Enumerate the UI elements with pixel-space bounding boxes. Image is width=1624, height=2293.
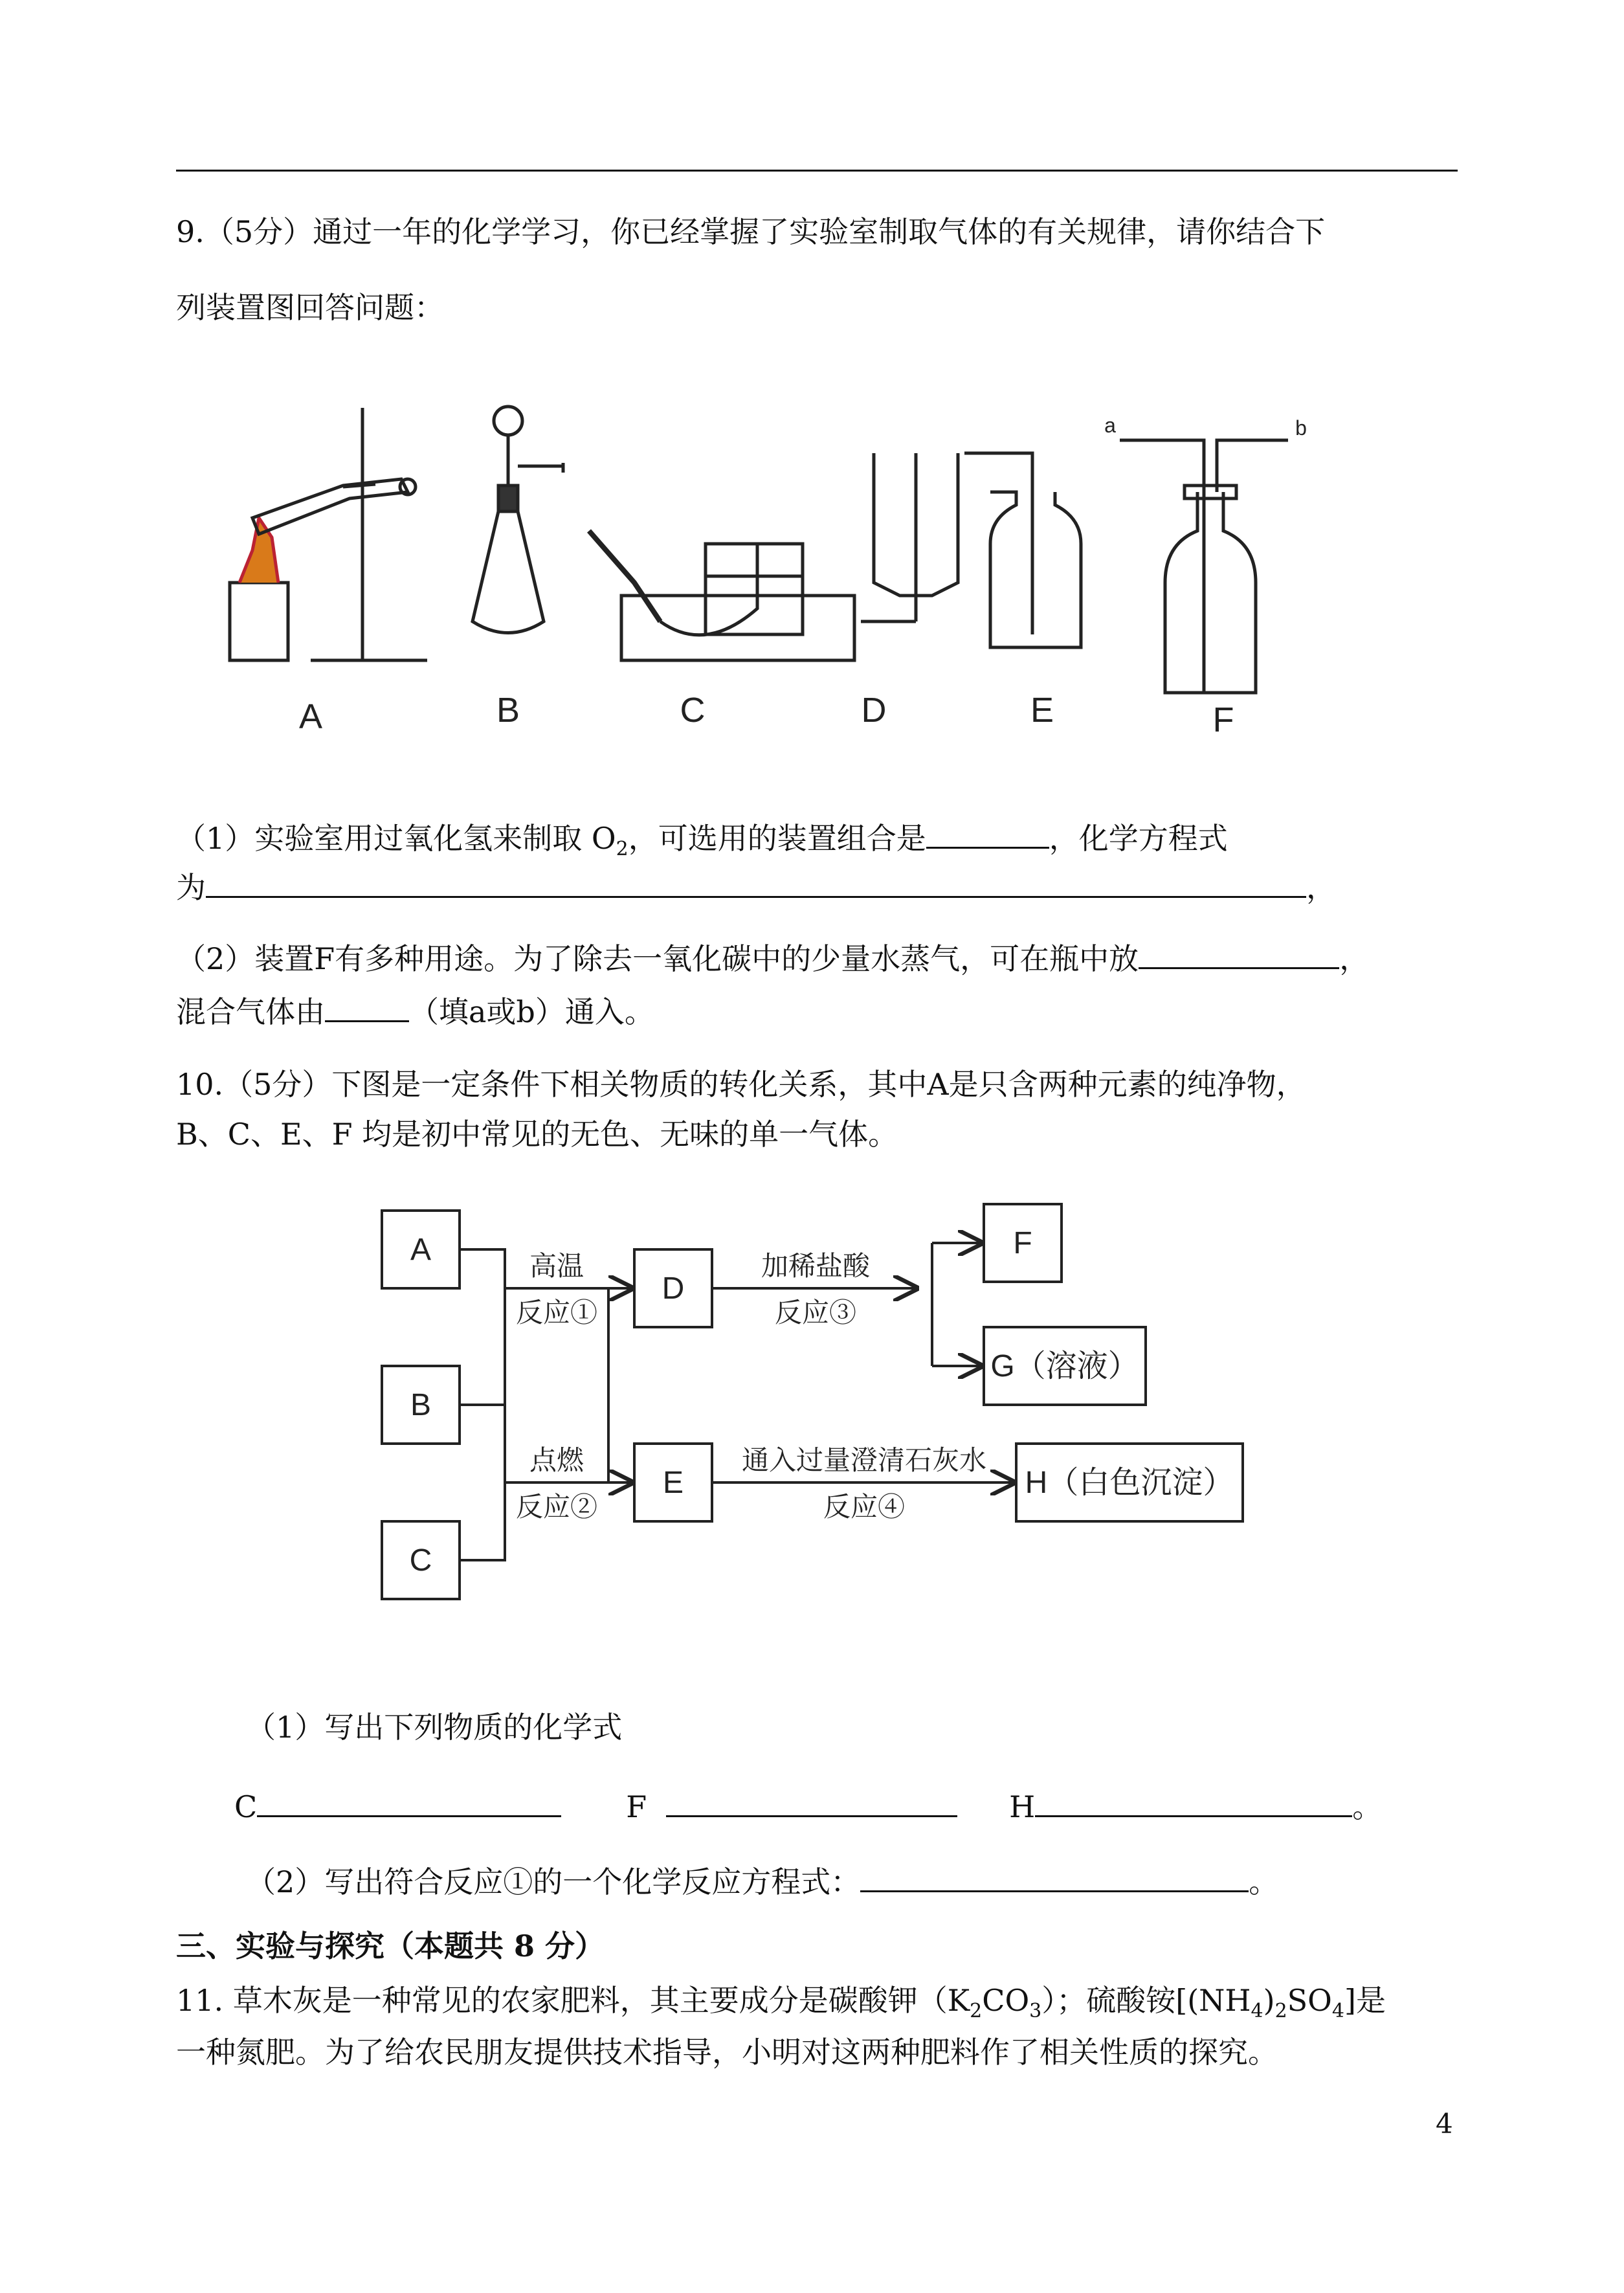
q9-part1-line1 [176,817,1228,869]
q9-part1-text-c: ，化学方程式 [1049,821,1228,856]
flow-cond2-top: 点燃 [529,1445,584,1475]
q9-part2-line2-text: 混合气体由 [176,994,325,1029]
q9-apparatus-combo-blank[interactable] [926,817,1049,849]
apparatus-label-b: B [496,691,520,730]
q11-line2: 一种氮肥。为了给农民朋友提供技术指导，小明对这两种肥料作了相关性质的探究。 [176,2035,1278,2070]
q9-part1-line2-text: 为 [176,870,206,905]
q10-sub1: （1）写出下列物质的化学式 [246,1710,623,1745]
q11-text-d: ) [1263,1983,1275,2018]
q9-part2-line1 [176,937,1369,978]
q10-sub2-end: 。 [1249,1864,1279,1899]
q10-sub2 [246,1861,1278,1901]
q11-sub-paren: 2 [1274,2000,1287,2023]
q10-formula-c-blank[interactable] [257,1785,561,1817]
apparatus-label-f: F [1212,700,1234,739]
q11-line1 [176,1981,1386,2031]
q9-part1-text: （1）实验室用过氧化氢来制取 O [176,821,616,856]
q10-formula-row [234,1785,1382,1826]
q9-intro-line2: 列装置图回答问题： [176,290,444,325]
header-rule [176,170,1458,172]
q11-sub-co: 3 [1029,2000,1042,2023]
q11-text-a: 11. 草木灰是一种常见的农家肥料，其主要成分是碳酸钾（K [176,1983,970,2018]
apparatus-label-c: C [680,691,706,730]
q10-sub2-text: （2）写出符合反应①的一个化学反应方程式： [246,1864,861,1899]
q10-formula-h-blank[interactable] [1035,1785,1352,1817]
q9-equation-blank[interactable] [206,866,1306,898]
q9-inlet-blank[interactable] [325,990,409,1022]
flow-label-c: C [409,1543,432,1578]
page-number: 4 [1436,2108,1453,2140]
apparatus-b [473,407,563,633]
flow-label-f: F [1013,1226,1032,1260]
q9-part2-line2 [176,990,654,1031]
q11-text-e: SO [1287,1983,1332,2018]
q11-text-c: ）；硫酸铵[(NH [1041,1983,1251,2018]
flow-cond1-top: 高温 [529,1251,584,1281]
flow-label-b: B [410,1388,432,1422]
q11-sub-nh: 4 [1251,2000,1263,2023]
apparatus-label-e: E [1030,691,1054,730]
q9-part2-text: （2）装置F有多种用途。为了除去一氧化碳中的少量水蒸气，可在瓶中放 [176,941,1139,976]
q10-formula-f-blank[interactable] [666,1785,957,1817]
flow-label-g: G（溶液） [990,1349,1139,1383]
q10-intro-line1: 10.（5分）下图是一定条件下相关物质的转化关系，其中A是只含两种元素的纯净物， [176,1067,1306,1102]
q9-part1-text-b: ，可选用的装置组合是 [628,821,926,856]
flow-label-d: D [662,1271,685,1306]
apparatus-d [861,453,958,621]
q9-part1-line2 [176,866,1336,907]
q10-intro-line2: B、C、E、F 均是初中常见的无色、无味的单一气体。 [176,1117,898,1152]
section-heading: 三、实验与探究（本题共 8 分） [176,1929,605,1963]
q10-label-f: F [626,1789,647,1824]
q9-bottle-content-blank[interactable] [1139,937,1339,969]
q9-part1-sub: 2 [616,838,628,861]
q11-sub-k: 2 [970,2000,983,2023]
q11-sub-so: 4 [1331,2000,1344,2023]
flow-cond3-top: 加稀盐酸 [761,1251,871,1281]
flow-cond3-bottom: 反应③ [774,1297,857,1328]
apparatus-a [230,408,427,660]
apparatus-c [589,531,854,660]
q11-text-b: CO [982,1983,1030,2018]
apparatus-f-port-b: b [1295,416,1307,440]
q9-intro-line1: 9.（5分）通过一年的化学学习，你已经掌握了实验室制取气体的有关规律，请你结合下 [176,214,1326,249]
flow-cond4-bottom: 反应④ [823,1492,906,1522]
flow-label-a: A [410,1233,432,1267]
q9-part2-end: ， [1339,941,1370,976]
apparatus-e [964,453,1081,647]
reaction-flowchart [362,1185,1282,1625]
lab-apparatus-figure [214,388,1379,751]
q9-part1-line2-end: ， [1306,870,1336,905]
apparatus-label-a: A [298,697,323,736]
flow-label-e: E [662,1466,684,1500]
q10-formula-end: 。 [1352,1789,1383,1824]
q10-label-c: C [234,1789,258,1824]
flow-cond1-bottom: 反应① [515,1297,598,1328]
q10-equation-blank[interactable] [860,1861,1249,1892]
q9-part2-line2-text-b: （填a或b）通入。 [409,994,654,1029]
apparatus-label-d: D [861,691,887,730]
flow-label-h: H（白色沉淀） [1025,1466,1234,1500]
q10-label-h: H [1009,1789,1036,1824]
apparatus-f-port-a: a [1104,414,1116,437]
apparatus-f [1120,440,1288,693]
q11-text-f: ]是 [1344,1983,1386,2018]
flow-cond2-bottom: 反应② [515,1492,598,1522]
flow-cond4-top: 通入过量澄清石灰水 [741,1445,987,1475]
